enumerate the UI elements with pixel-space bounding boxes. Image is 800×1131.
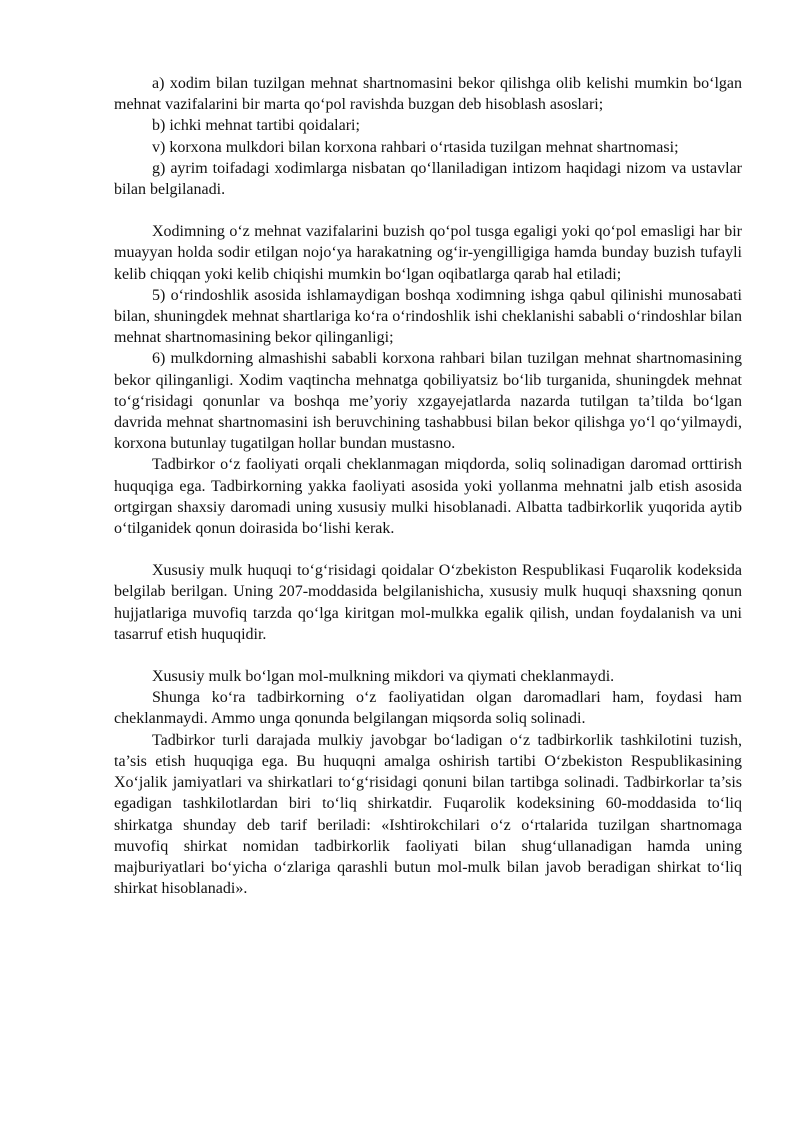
paragraph-income-unlimited: Shunga ko‘ra tadbirkorning o‘z faoliyatidan olgan daromadlari ham, foydasi ham cheklanmaydi. Ammo unga qonunda belgilangan miqsorda soliq solinadi.: [114, 689, 742, 728]
document-page: [114, 73, 742, 899]
paragraph-entrepreneur-income: Tadbirkor o‘z faoliyati orqali cheklanmagan miqdorda, soliq solinadigan daromad orttirish huquqiga ega. Tadbirkorning yakka faoliyati asosida yoki yollanma mehnatni jalb etish asosida ortgirgan shaxsiy daromadi uning xususiy mulki hisoblanadi. Albatta tadbirkorlik yuqorida aytib o‘tilganidek qonun doirasida bo‘lishi kerak.: [114, 456, 742, 538]
paragraph-item-g: g) ayrim toifadagi xodimlarga nisbatan qo‘llaniladigan intizom haqidagi nizom va ustavlar bilan belgilanadi.: [114, 159, 742, 199]
paragraph-spacer: [114, 645, 742, 666]
paragraph-spacer: [114, 200, 742, 221]
paragraph-full-partnership: Tadbirkor turli darajada mulkiy javobgar bo‘ladigan o‘z tadbirkorlik tashkilotini tuzish, ta’sis etish huquqiga ega. Bu huquqni amalga oshirish tartibi O‘zbekiston Respublikasining Xo‘jalik jamiyatlari va shirkatlari to‘g‘risidagi qonuni bilan tartibga solinadi. Tadbirkorlar ta’sis egadigan tashkilotlardan biri to‘liq shirkatdir. Fuqarolik kodeksining 60-moddasida to‘liq shirkatga shunday deb tarif beriladi: «Ishtirokchilari o‘z o‘rtalarida tuzilgan shartnomaga muvofiq shirkat nomidan tadbirkorlik faoliyati bilan shug‘ullanadigan hamda uning majburiyatlari bo‘yicha o‘zlariga qarashli butun mol-mulk bilan javob beradigan shirkat to‘liq shirkat hisoblanadi».: [114, 731, 742, 898]
paragraph-item-b: b) ichki mehnat tartibi qoidalari;: [152, 117, 360, 135]
paragraph-property-unlimited: Xususiy mulk bo‘lgan mol-mulkning mikdori va qiymati cheklanmaydi.: [152, 668, 615, 686]
paragraph-item-6: 6) mulkdorning almashishi sababli korxona rahbari bilan tuzilgan mehnat shartnomasining bekor qilinganligi. Xodim vaqtincha mehnatga qobiliyatsiz bo‘lib turganida, shuningdek mehnat to‘g‘risidagi qonunlar va boshqa me’yoriy xzgayejatlarda nazarda tutilgan ta’tilda bo‘lgan davrida mehnat shartnomasini ish beruvchining tashabbusi bilan bekor qilishga yo‘l qo‘yilmaydi, korxona butunlay tugatilgan hollar bundan mustasno.: [114, 350, 742, 453]
paragraph-violation-severity: Xodimning o‘z mehnat vazifalarini buzish qo‘pol tusga egaligi yoki qo‘pol emasligi har bir muayyan holda sodir etilgan nojo‘ya harakatning og‘ir-yengilligiga hamda bunday buzish tufayli kelib chiqqan yoki kelib chiqishi mumkin bo‘lgan oqibatlarga qarab hal etiladi;: [114, 223, 742, 283]
paragraph-private-property-law: Xususiy mulk huquqi to‘g‘risidagi qoidalar O‘zbekiston Respublikasi Fuqarolik kodeksida belgilab berilgan. Uning 207-moddasida belgilanishicha, xususiy mulk huquqi shaxsning qonun hujjatlariga muvofiq tarzda qo‘lga kiritgan mol-mulkka egalik qilish, undan foydalanish va uni tasarruf etish huquqidir.: [114, 562, 742, 643]
paragraph-spacer: [114, 539, 742, 560]
paragraph-item-a: a) xodim bilan tuzilgan mehnat shartnomasini bekor qilishga olib kelishi mumkin bo‘lgan mehnat vazifalarini bir marta qo‘pol ravishda buzgan deb hisoblash asoslari;: [114, 75, 742, 114]
paragraph-item-v: v) korxona mulkdori bilan korxona rahbari o‘rtasida tuzilgan mehnat shartnomasi;: [152, 138, 679, 156]
paragraph-item-5: 5) o‘rindoshlik asosida ishlamaydigan boshqa xodimning ishga qabul qilinishi munosabati bilan, shuningdek mehnat shartlariga ko‘ra o‘rindoshlik ishi cheklanishi sababli o‘rindoshlar bilan mehnat shartnomasining bekor qilinganligi;: [114, 286, 742, 347]
